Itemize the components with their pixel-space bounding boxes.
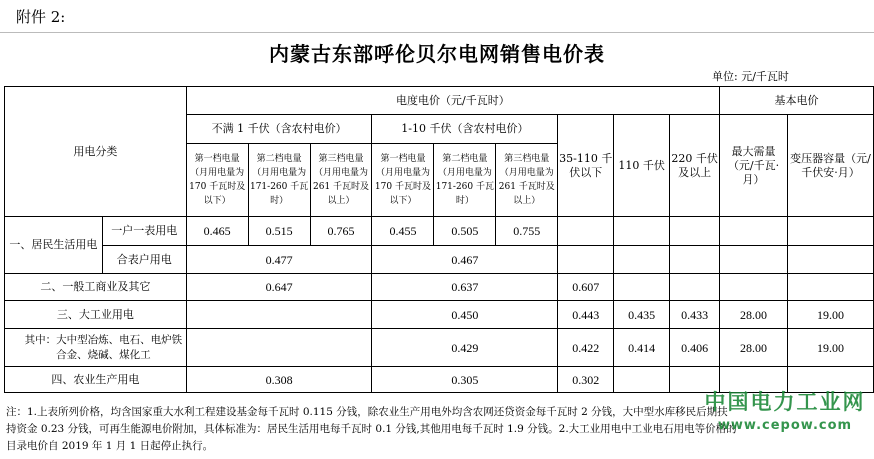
table-cell: 0.647 bbox=[186, 274, 372, 301]
empty-cell bbox=[670, 217, 720, 246]
empty-cell bbox=[720, 274, 788, 301]
empty-cell bbox=[186, 301, 372, 329]
attachment-label: 附件 2: bbox=[16, 8, 66, 26]
table-cell: 0.406 bbox=[670, 329, 720, 367]
table-cell: 28.00 bbox=[720, 301, 788, 329]
footnote-line: 注：1.上表所列价格，均含国家重大水利工程建设基金每千瓦时 0.115 分钱，除农业生产用电外均含农网还贷资金每千瓦时 2 分钱，大中型水库移民后期扶 bbox=[6, 406, 728, 418]
table-cell: 0.467 bbox=[372, 246, 558, 274]
empty-cell bbox=[788, 246, 874, 274]
row-residential-label: 一、居民生活用电 bbox=[5, 217, 103, 274]
row-general-label: 二、一般工商业及其它 bbox=[5, 274, 187, 301]
table-cell: 0.515 bbox=[248, 217, 310, 246]
row-large-industry-sub-label: 其中：大中型冶炼、电石、电炉铁合金、烧碱、煤化工 bbox=[5, 329, 187, 367]
table-cell: 0.637 bbox=[372, 274, 558, 301]
table-cell: 19.00 bbox=[788, 329, 874, 367]
table-cell: 0.443 bbox=[558, 301, 614, 329]
header-transformer-capacity: 变压器容量（元/千伏安·月） bbox=[788, 115, 874, 217]
empty-cell bbox=[788, 217, 874, 246]
unit-label: 单位: 元/千瓦时 bbox=[712, 70, 789, 83]
watermark-logo-text: 中国电力工业网 bbox=[704, 390, 866, 414]
empty-cell bbox=[670, 274, 720, 301]
header-category: 用电分类 bbox=[5, 87, 187, 217]
header-tier3: 第三档电量（月用电量为 261 千瓦时及以上） bbox=[496, 144, 558, 217]
row-large-industry-label: 三、大工业用电 bbox=[5, 301, 187, 329]
empty-cell bbox=[614, 274, 670, 301]
table-cell: 0.433 bbox=[670, 301, 720, 329]
table-cell: 19.00 bbox=[788, 301, 874, 329]
table-cell: 28.00 bbox=[720, 329, 788, 367]
header-35-110kv: 35-110 千伏以下 bbox=[558, 115, 614, 217]
empty-cell bbox=[186, 329, 372, 367]
header-max-demand: 最大需量（元/千瓦·月） bbox=[720, 115, 788, 217]
header-under-1kv: 不满 1 千伏（含农村电价） bbox=[186, 115, 372, 144]
table-cell: 0.505 bbox=[434, 217, 496, 246]
table-cell: 0.455 bbox=[372, 217, 434, 246]
table-cell: 0.414 bbox=[614, 329, 670, 367]
footnote-line: 持资金 0.23 分钱，可再生能源电价附加，具体标准为：居民生活用电每千瓦时 0.1 分钱,其他用电每千瓦时 1.9 分钱。2.大工业用电中工业电石用电等价格的 bbox=[6, 423, 737, 435]
header-tier1: 第一档电量（月用电量为 170 千瓦时及以下） bbox=[372, 144, 434, 217]
empty-cell bbox=[720, 217, 788, 246]
table-cell: 0.477 bbox=[186, 246, 372, 274]
header-basic-price: 基本电价 bbox=[720, 87, 874, 115]
price-table bbox=[4, 86, 874, 393]
header-110kv: 110 千伏 bbox=[614, 115, 670, 217]
table-cell: 0.422 bbox=[558, 329, 614, 367]
header-tier2: 第二档电量（月用电量为 171-260 千瓦时） bbox=[434, 144, 496, 217]
table-cell: 0.765 bbox=[310, 217, 372, 246]
empty-cell bbox=[558, 246, 614, 274]
row-agriculture-label: 四、农业生产用电 bbox=[5, 367, 187, 393]
table-cell: 0.450 bbox=[372, 301, 558, 329]
header-220kv: 220 千伏及以上 bbox=[670, 115, 720, 217]
table-cell: 0.305 bbox=[372, 367, 558, 393]
empty-cell bbox=[614, 246, 670, 274]
header-1-10kv: 1-10 千伏（含农村电价） bbox=[372, 115, 558, 144]
empty-cell bbox=[614, 367, 670, 393]
table-cell: 0.308 bbox=[186, 367, 372, 393]
table-cell: 0.302 bbox=[558, 367, 614, 393]
empty-cell bbox=[614, 217, 670, 246]
row-shared-meter-label: 合表户用电 bbox=[102, 246, 186, 274]
footnote-line: 目录电价自 2019 年 1 月 1 日起停止执行。 bbox=[6, 440, 214, 452]
table-cell: 0.607 bbox=[558, 274, 614, 301]
header-tier3: 第三档电量（月用电量为 261 千瓦时及以上） bbox=[310, 144, 372, 217]
table-cell: 0.465 bbox=[186, 217, 248, 246]
header-energy-price: 电度电价（元/千瓦时） bbox=[186, 87, 719, 115]
header-tier1: 第一档电量（月用电量为 170 千瓦时及以下） bbox=[186, 144, 248, 217]
empty-cell bbox=[670, 246, 720, 274]
page-title: 内蒙古东部呼伦贝尔电网销售电价表 bbox=[269, 42, 605, 66]
empty-cell bbox=[558, 217, 614, 246]
row-single-meter-label: 一户一表用电 bbox=[102, 217, 186, 246]
table-cell: 0.755 bbox=[496, 217, 558, 246]
empty-cell bbox=[788, 274, 874, 301]
table-cell: 0.435 bbox=[614, 301, 670, 329]
table-cell: 0.429 bbox=[372, 329, 558, 367]
empty-cell bbox=[720, 246, 788, 274]
header-tier2: 第二档电量（月用电量为 171-260 千瓦时） bbox=[248, 144, 310, 217]
watermark bbox=[700, 386, 870, 433]
watermark-url: www.cepow.com bbox=[717, 418, 853, 433]
